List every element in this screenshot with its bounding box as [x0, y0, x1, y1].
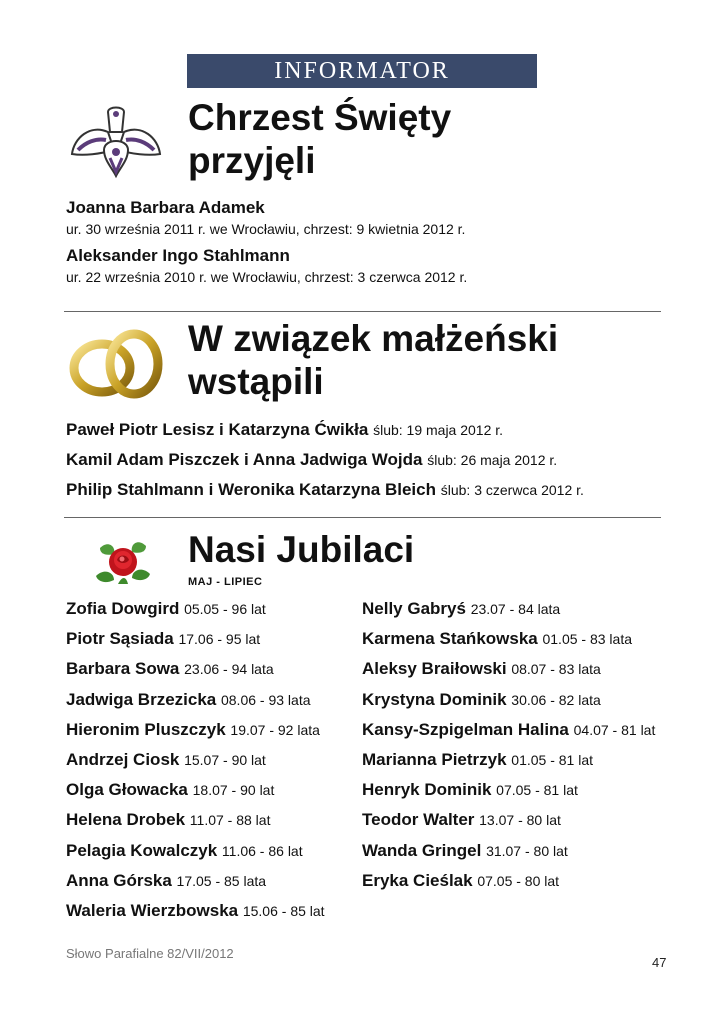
- jubilee-name: Jadwiga Brzezicka: [66, 689, 217, 709]
- jubilees-left-column: [66, 598, 325, 930]
- jubilee-date: 18.07 - 90 lat: [192, 782, 275, 799]
- wedding-names: Kamil Adam Piszczek i Anna Jadwiga Wojda: [66, 450, 423, 469]
- jubilee-date: 05.05 - 96 lat: [184, 601, 266, 617]
- header-informator: INFORMATOR: [187, 54, 537, 88]
- jubilee-name: Zofia Dowgird: [66, 599, 180, 618]
- jubilees-title: Nasi Jubilaci: [188, 529, 415, 570]
- wedding-entry: [66, 420, 503, 440]
- jubilee-date: 11.06 - 86 lat: [221, 842, 303, 859]
- rose-icon: [92, 532, 154, 590]
- jubilee-item: [66, 628, 325, 658]
- jubilee-item: [66, 749, 325, 779]
- jubilee-date: 07.05 - 81 lat: [496, 782, 578, 799]
- jubilee-date: 08.07 - 83 lata: [511, 661, 601, 678]
- baptism-title-line1: Chrzest Święty: [188, 97, 452, 138]
- jubilee-item: [362, 628, 655, 658]
- jubilee-item: [362, 719, 655, 749]
- jubilee-date: 23.07 - 84 lata: [470, 601, 561, 617]
- wedding-date: ślub: 26 maja 2012 r.: [427, 452, 558, 468]
- jubilee-name: Wanda Gringel: [362, 840, 482, 860]
- wedding-names: Paweł Piotr Lesisz i Katarzyna Ćwikła: [66, 420, 369, 439]
- jubilee-item: [362, 870, 655, 900]
- jubilee-item: [66, 900, 325, 930]
- jubilee-name: Pelagia Kowalczyk: [66, 840, 218, 860]
- jubilee-name: Krystyna Dominik: [362, 689, 507, 709]
- page-number: 47: [652, 955, 667, 970]
- rings-icon: [68, 326, 166, 402]
- jubilee-date: 01.05 - 81 lat: [511, 751, 594, 768]
- dove-icon: [64, 102, 168, 184]
- jubilee-name: Helena Drobek: [66, 810, 186, 830]
- jubilee-name: Eryka Cieślak: [362, 870, 473, 890]
- jubilee-item: [66, 809, 325, 839]
- wedding-entry: [66, 450, 557, 470]
- wedding-date: ślub: 19 maja 2012 r.: [373, 422, 504, 438]
- baptism-detail: ur. 22 września 2010 r. we Wrocławiu, chrzest: 3 czerwca 2012 r.: [66, 269, 468, 285]
- section-divider: [64, 517, 661, 518]
- jubilee-date: 30.06 - 82 lata: [511, 691, 601, 708]
- baptism-title-line2: przyjęli: [188, 140, 316, 181]
- footer-publication: Słowo Parafialne 82/VII/2012: [66, 946, 234, 961]
- baptism-entry: [66, 246, 666, 286]
- jubilee-item: [362, 658, 655, 688]
- jubilee-item: [66, 779, 325, 809]
- jubilee-name: Nelly Gabryś: [362, 599, 466, 618]
- jubilee-name: Andrzej Ciosk: [66, 749, 180, 769]
- jubilee-item: [362, 809, 655, 839]
- baptism-entry: [66, 198, 666, 238]
- jubilee-date: 15.06 - 85 lat: [242, 902, 325, 919]
- jubilee-date: 17.06 - 95 lat: [178, 631, 261, 648]
- jubilee-name: Waleria Wierzbowska: [66, 900, 239, 920]
- jubilees-subtitle: MAJ - LIPIEC: [188, 576, 263, 588]
- jubilee-name: Aleksy Braiłowski: [362, 659, 507, 679]
- jubilee-date: 01.05 - 83 lata: [542, 631, 632, 648]
- jubilee-name: Anna Górska: [66, 870, 172, 890]
- jubilee-item: [362, 840, 655, 870]
- jubilee-date: 23.06 - 94 lata: [184, 661, 274, 678]
- jubilee-item: [66, 658, 325, 688]
- jubilee-item: [66, 689, 325, 719]
- jubilee-name: Karmena Stańkowska: [362, 629, 538, 649]
- jubilee-name: Marianna Pietrzyk: [362, 749, 507, 769]
- jubilee-item: [362, 749, 655, 779]
- jubilee-name: Henryk Dominik: [362, 780, 492, 800]
- jubilee-item: [66, 870, 325, 900]
- jubilee-name: Hieronim Pluszczyk: [66, 719, 226, 739]
- jubilee-name: Barbara Sowa: [66, 659, 180, 679]
- jubilee-date: 08.06 - 93 lata: [220, 691, 311, 708]
- jubilee-item: [66, 598, 325, 628]
- jubilee-date: 07.05 - 80 lat: [477, 872, 560, 889]
- jubilee-item: [362, 689, 655, 719]
- jubilee-date: 13.07 - 80 lat: [479, 812, 561, 829]
- baptism-name: Joanna Barbara Adamek: [66, 198, 265, 217]
- wedding-date: ślub: 3 czerwca 2012 r.: [440, 482, 584, 498]
- jubilee-date: 19.07 - 92 lata: [230, 721, 320, 738]
- jubilee-date: 15.07 - 90 lat: [184, 751, 266, 768]
- baptism-detail: ur. 30 września 2011 r. we Wrocławiu, chrzest: 9 kwietnia 2012 r.: [66, 221, 466, 237]
- jubilee-item: [66, 840, 325, 870]
- jubilee-name: Kansy-Szpigelman Halina: [362, 719, 569, 739]
- wedding-entry: [66, 480, 584, 500]
- section-divider: [64, 311, 661, 312]
- jubilee-item: [362, 598, 655, 628]
- marriage-title-line1: W związek małżeński: [188, 318, 559, 359]
- jubilee-date: 17.05 - 85 lata: [176, 872, 267, 889]
- jubilee-date: 11.07 - 88 lat: [189, 812, 271, 829]
- jubilee-name: Olga Głowacka: [66, 780, 188, 800]
- baptism-name: Aleksander Ingo Stahlmann: [66, 246, 290, 265]
- jubilees-right-column: [362, 598, 655, 900]
- wedding-names: Philip Stahlmann i Weronika Katarzyna Bleich: [66, 480, 436, 499]
- jubilee-date: 04.07 - 81 lat: [573, 721, 656, 738]
- jubilee-name: Piotr Sąsiada: [66, 629, 174, 649]
- jubilee-date: 31.07 - 80 lat: [486, 842, 568, 859]
- jubilee-item: [362, 779, 655, 809]
- jubilee-name: Teodor Walter: [362, 810, 475, 830]
- marriage-title-line2: wstąpili: [188, 361, 324, 402]
- jubilee-item: [66, 719, 325, 749]
